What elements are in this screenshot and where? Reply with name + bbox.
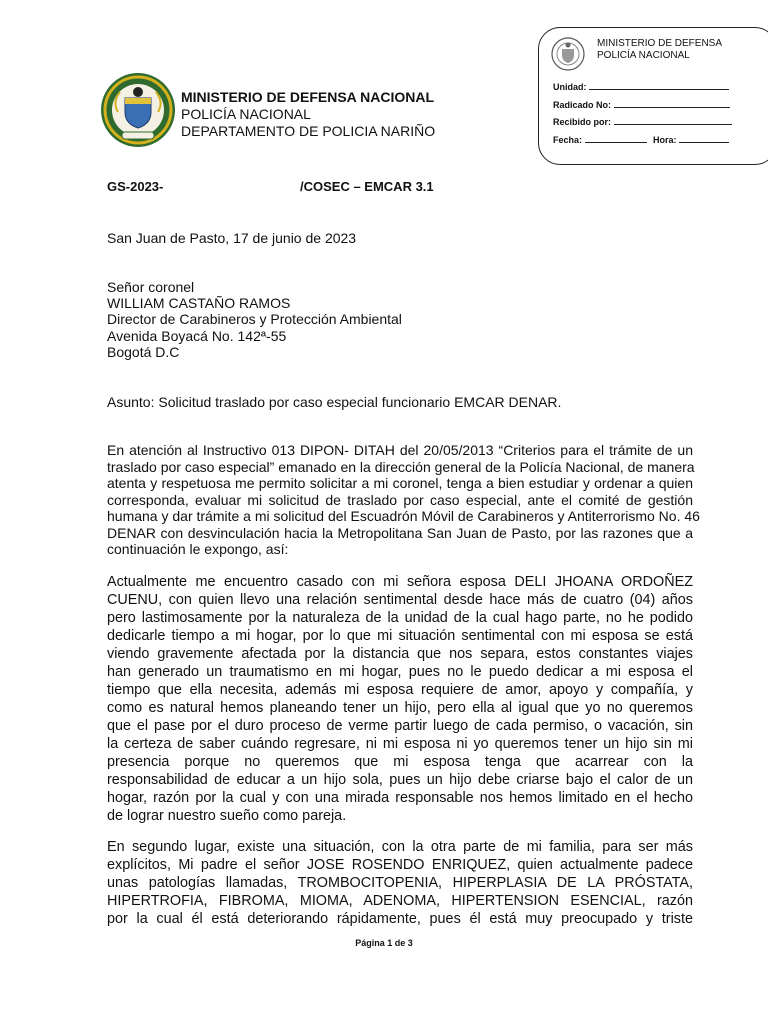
stamp-fecha-line (585, 133, 647, 143)
paragraph-line: tiempo que ella necesita, además mi esposa requiere de amor, apoyo y compañía, y (107, 682, 693, 698)
recipient-name: WILLIAM CASTAÑO RAMOS (107, 295, 291, 311)
paragraph-line: continuación le expongo, así: (107, 541, 289, 557)
paragraph-line: viendo gravemente afectada por la distancia que nos separa, estos constantes viajes (107, 646, 693, 662)
paragraph-line: explícitos, Mi padre el señor JOSE ROSENDO ENRIQUEZ, quien actualmente padece (107, 857, 693, 873)
stamp-seal-icon (550, 36, 586, 72)
paragraph-line: hogar, razón por la cual y con una mirada responsable nos hemos limitado en el hecho (107, 790, 693, 806)
header-police: POLICÍA NACIONAL (181, 106, 311, 122)
paragraph-line: la certeza de saber cuándo regresare, ni mi esposa ni yo queremos tener un hijo sin mi (107, 736, 693, 752)
policia-nacional-seal-logo (100, 72, 176, 148)
reference-code: GS-2023- (107, 179, 164, 194)
stamp-fecha-hora-row (553, 133, 729, 145)
page-number-footer: Página 1 de 3 (355, 938, 413, 948)
paragraph-line: como es natural hemos planeando tener un hijo, pero ella al igual que yo no queremos (107, 700, 693, 716)
stamp-unidad-line (589, 80, 729, 90)
paragraph-family-situation (107, 838, 693, 928)
paragraph-marital-situation (107, 573, 693, 825)
paragraph-line: por la cual él está deteriorando rápidamente, pues él está muy preocupado y triste (107, 911, 693, 927)
paragraph-line: HIPERTROFIA, FIBROMA, MIOMA, ADENOMA, HIPERTENSION ESENCIAL, razón (107, 893, 693, 909)
recipient-address: Avenida Boyacá No. 142ª-55 (107, 328, 287, 344)
stamp-unidad-label: Unidad: (553, 82, 587, 92)
stamp-title-ministry: MINISTERIO DE DEFENSA (597, 38, 723, 49)
stamp-title-police: POLICÍA NACIONAL (597, 50, 690, 61)
recipient-title: Director de Carabineros y Protección Ambiental (107, 311, 402, 327)
stamp-recibido-label: Recibido por: (553, 117, 611, 127)
paragraph-line: han generado un traumatismo en mi hogar, pues no le puedo dedicar a mi esposa el (107, 664, 693, 680)
paragraph-request (107, 442, 700, 558)
place-date: San Juan de Pasto, 17 de junio de 2023 (107, 230, 357, 246)
paragraph-line: de lograr nuestro sueño como pareja. (107, 808, 347, 824)
header-ministry: MINISTERIO DE DEFENSA NACIONAL (181, 89, 435, 105)
paragraph-line: En atención al Instructivo 013 DIPON- DITAH del 20/05/2013 “Criterios para el trámite de un (107, 442, 693, 458)
paragraph-line: CUENU, con quien llevo una relación sentimental desde hace más de cuatro (04) años (107, 592, 693, 608)
paragraph-line: unas patologías llamadas, TROMBOCITOPENIA, HIPERPLASIA DE LA PRÓSTATA, (107, 875, 693, 891)
paragraph-line: DENAR con desvinculación hacia la Metropolitana San Juan de Pasto, por las razones que a (107, 524, 693, 541)
paragraph-line: presencia porque no queremos que mi esposa tenga que acarrear con la (107, 754, 693, 770)
paragraph-line: responsabilidad de educar a un hijo sola, pues un hijo debe criarse bajo el calor de un (107, 772, 693, 788)
stamp-hora-line (679, 133, 729, 143)
paragraph-line: atenta y respetuosa me permito solicitar a mi coronel, tenga a bien estudiar y ordenar a quien (107, 475, 693, 491)
paragraph-line: humana y dar trámite a mi solicitud del Escuadrón Móvil de Carabineros y Antiterrorismo No. 46 (107, 508, 700, 524)
paragraph-line: Actualmente me encuentro casado con mi señora esposa DELI JHOANA ORDOÑEZ (107, 574, 693, 590)
paragraph-line: dedicarle tiempo a mi hogar, por lo que mi situación sentimental con mi esposa se está (107, 628, 693, 644)
recipient-salutation: Señor coronel (107, 279, 195, 295)
recipient-city: Bogotá D.C (107, 344, 180, 360)
stamp-radicado-row (553, 98, 730, 110)
stamp-unidad-row (553, 80, 729, 92)
subject-line: Asunto: Solicitud traslado por caso especial funcionario EMCAR DENAR. (107, 394, 562, 410)
paragraph-line: traslado por caso especial” emanado en la dirección general de la Policía Nacional, de manera (107, 458, 695, 475)
paragraph-line: que el pase por el duro proceso de verme partir luego de cada permiso, o vacación, sin (107, 718, 693, 734)
paragraph-line: En segundo lugar, existe una situación, con la otra parte de mi familia, para ser más (107, 839, 693, 855)
stamp-recibido-row (553, 115, 732, 127)
stamp-hora-label: Hora: (653, 135, 677, 145)
stamp-fecha-label: Fecha: (553, 135, 583, 145)
stamp-radicado-label: Radicado No: (553, 100, 612, 110)
reference-cosec: /COSEC – EMCAR 3.1 (300, 179, 434, 194)
paragraph-line: pero lastimosamente por la naturaleza de la unidad de la cual hago parte, no he podido (107, 610, 693, 626)
header-department: DEPARTAMENTO DE POLICIA NARIÑO (181, 123, 436, 139)
stamp-recibido-line (614, 115, 732, 125)
paragraph-line: corresponda, evaluar mi solicitud de traslado por caso especial, ante el comité de gestión (107, 491, 693, 508)
stamp-radicado-line (614, 98, 730, 108)
